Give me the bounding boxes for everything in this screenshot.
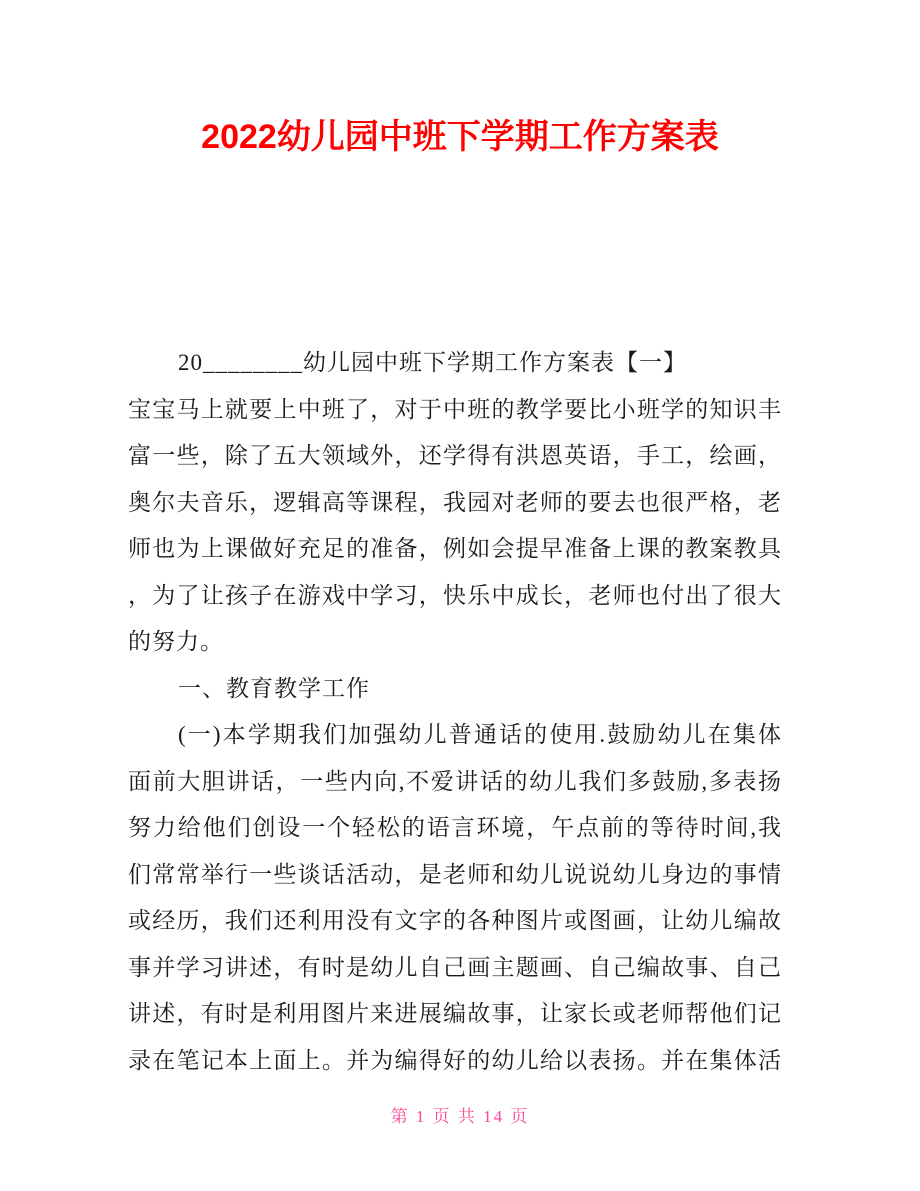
body-line: 20________幼儿园中班下学期工作方案表【一】	[178, 350, 687, 375]
page-footer: 第 1 页 共 14 页	[390, 1107, 530, 1126]
body-line: 的努力。	[128, 629, 224, 654]
body-line: 们常常举行一些谈话活动，是老师和幼儿说说幼儿身边的事情	[128, 861, 782, 887]
body-line: 努力给他们创设一个轻松的语言环境，午点前的等待时间,我	[128, 815, 782, 840]
body-line: 奥尔夫音乐，逻辑高等课程，我园对老师的要去也很严格，老	[128, 489, 782, 515]
body-line: 师也为上课做好充足的准备，例如会提早准备上课的教案教具	[128, 536, 782, 561]
body-line: 面前大胆讲话，一些内向,不爱讲话的幼儿我们多鼓励,多表扬	[128, 768, 782, 794]
body-line: 宝宝马上就要上中班了，对于中班的教学要比小班学的知识丰	[128, 396, 782, 422]
document-body	[128, 340, 782, 1084]
body-line: 富一些，除了五大领域外，还学得有洪恩英语，手工，绘画，	[128, 443, 782, 468]
document-title: 2022幼儿园中班下学期工作方案表	[201, 118, 719, 156]
body-line: 或经历，我们还利用没有文字的各种图片或图画，让幼儿编故	[128, 908, 782, 933]
body-line: (一)本学期我们加强幼儿普通话的使用.鼓励幼儿在集体	[178, 722, 782, 747]
body-line: 事并学习讲述，有时是幼儿自己画主题画、自己编故事、自己	[128, 954, 782, 980]
body-line-section-heading: 一、教育教学工作	[178, 675, 370, 701]
body-line: ，为了让孩子在游戏中学习，快乐中成长，老师也付出了很大	[128, 582, 782, 608]
body-line: 录在笔记本上面上。并为编得好的幼儿给以表扬。并在集体活	[128, 1047, 782, 1073]
body-line: 讲述，有时是利用图片来进展编故事，让家长或老师帮他们记	[128, 1001, 782, 1026]
